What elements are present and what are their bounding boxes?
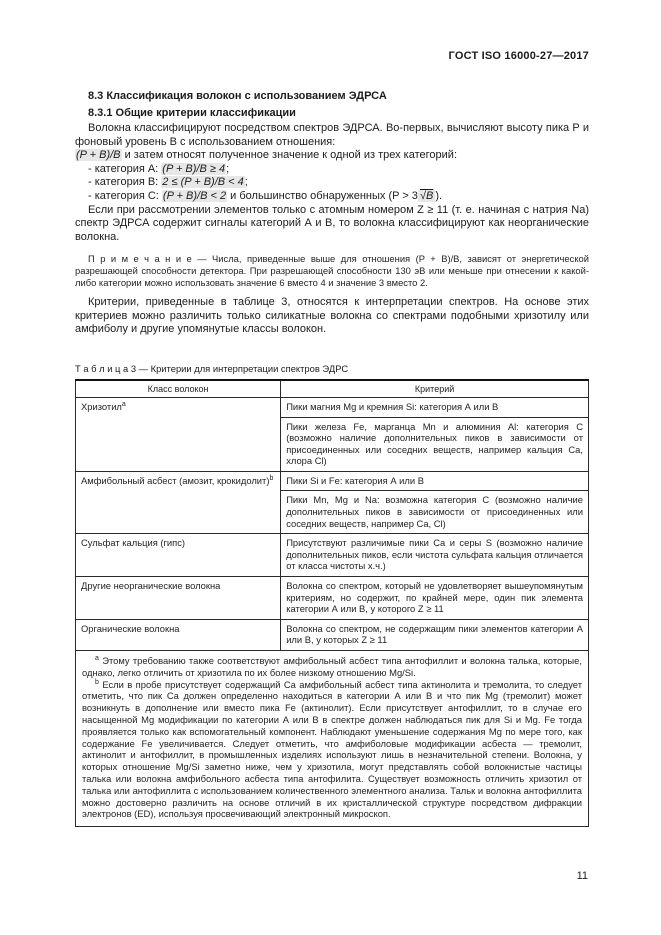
category-b-label: - категория В: xyxy=(88,176,162,189)
category-c-label: - категория С: xyxy=(88,189,162,202)
criterion-cell: Пики Mn, Mg и Na: возможна категория С (возможно наличие дополнительных пиков в зависимости от присоединенных или соседних веществ, например Ca, Cl) xyxy=(281,491,589,534)
inline-formula: (P + B)/B ≥ 4 xyxy=(162,162,226,175)
category-a-item xyxy=(75,163,589,177)
footnote-ref-a: a xyxy=(121,400,126,408)
criterion-cell: Пики Si и Fe: категория А или В xyxy=(281,471,589,491)
category-c-mid: и большинство обнаруженных (P > 3 xyxy=(227,189,418,202)
page-number: 11 xyxy=(576,870,588,882)
table-row-amphibole xyxy=(76,471,589,491)
section-heading-8-3: 8.3 Классификация волокон с использованием ЭДРСА xyxy=(88,90,387,102)
fiber-class-cell xyxy=(76,471,281,533)
paragraph-intro: Волокна классифицируют посредством спектров ЭДРСА. Во-первых, вычисляют высоту пика P и фоновый уровень B с использованием отношения: xyxy=(75,122,589,148)
category-a-end: ; xyxy=(226,162,230,175)
category-c-end: ). xyxy=(435,189,443,202)
table-row-other-inorganic xyxy=(76,577,589,620)
criterion-cell: Волокна со спектром, который не удовлетворяет вышеупомянутым критериям, но содержит, по крайней мере, один пик элемента категории А или В, у которого Z ≥ 11 xyxy=(281,577,589,620)
table-row-organic xyxy=(76,619,589,650)
footnote-b-marker: b xyxy=(95,678,99,686)
document-page xyxy=(75,50,589,827)
category-c-item xyxy=(75,190,589,204)
table-footnotes-row xyxy=(76,651,589,827)
sqrt-formula: √B xyxy=(419,189,434,202)
fiber-class-cell: Другие неорганические волокна xyxy=(76,577,281,620)
footnote-b-text: Если в пробе присутствует содержащий Ca амфибольный асбест типа актинолита и тремолита, то следует отметить, что пик Ca должен определенно находиться в категории А или В и что пик Mg (тремолит) может возникнуть в дополнение или вместо пика Fe (актинолит). Если присутствует антофиллит, то в случае его насыщенной Mg модификации по категории А или В в спектре должен наблюдаться пик для Si и Mg. Fe тогда проявляется только как вспомогательный компонент. Наблюдают уменьшение содержания Mg по мере того, как содержание Fe увеличивается. Следует отметить, что амфиболовые модификации асбеста — тремолит, актинолит и антофиллит, в промышленных изделиях используют лишь в незначительной степени. Волокна, у которых отношение Mg/Si заметно ниже, чем у хризотила, могут представлять собой волокнистые частицы талька или волокна амфибольного асбеста типа антофилита. Существует возможность отличить хризотил от талька или антофиллита с использованием количественного элементного анализа. Тальк и волокна антофиллита можно достоверно различить на основе отличий в их кристаллической структуре посредством дифракции электронов (ED), используя просвечивающий электронный микроскоп. xyxy=(82,678,582,820)
col-header-criterion: Критерий xyxy=(281,380,589,398)
footnote-a-text: Этому требованию также соответствуют амфибольный асбест типа антофиллит и волокна талька, которые, однако, легко отличить от хризотила по их более низкому отношению Mg/Si. xyxy=(82,655,582,678)
fiber-class-cell: Органические волокна xyxy=(76,619,281,650)
category-b-end: ; xyxy=(244,176,248,189)
note-text: — Числа, приведенные выше для отношения (P + B)/B, зависят от энергетической разрешающей способности детектора. При разрешающей способности 130 эВ или меньше при отнесении к какой-либо категории можно использовать значение 6 вместо 4 и значение 3 вместо 2. xyxy=(75,253,589,288)
inline-formula: (P + B)/B < 2 xyxy=(162,189,227,202)
criterion-cell: Присутствуют различимые пики Ca и серы S (возможно наличие дополнительных пиков, если чистота сульфата кальция отличается от класса чистоты х.ч.) xyxy=(281,534,589,577)
footnote-a xyxy=(82,655,582,679)
note-label: П р и м е ч а н и е xyxy=(88,253,192,265)
fiber-class-label: Хризотил xyxy=(81,400,122,412)
fiber-class-label: Амфибольный асбест (амозит, крокидолит) xyxy=(81,474,270,486)
note xyxy=(75,253,589,288)
criterion-cell: Пики магния Mg и кремния Si: категория А или В xyxy=(281,397,589,417)
inline-formula: (P + B)/B xyxy=(76,149,121,162)
fiber-class-cell: Сульфат кальция (гипс) xyxy=(76,534,281,577)
criteria-table xyxy=(75,379,589,827)
inline-formula: 2 ≤ (P + B)/B < 4 xyxy=(162,176,244,189)
doc-number: ГОСТ ISO 16000-27—2017 xyxy=(448,50,589,62)
criterion-cell: Волокна со спектром, не содержащим пики элементов категории А или В, у которых Z ≥ 11 xyxy=(281,619,589,650)
footnote-ref-b: b xyxy=(269,474,274,482)
category-a-label: - категория А: xyxy=(88,162,162,175)
table-row-chrysotile xyxy=(76,397,589,417)
paragraph-inorganic-rule: Если при рассмотрении элементов только с атомным номером Z ≥ 11 (т. е. начиная с натрия Na) спектр ЭДРСА содержит сигналы категорий А и В, то волокна классифицируют как неорганические волокна. xyxy=(75,203,589,243)
paragraph-criteria: Критерии, приведенные в таблице 3, относятся к интерпретации спектров. На основе этих критериев можно различить только силикатные волокна со спектрами подобными хризотилу или амфиболу и другие упомянутые классы волокон. xyxy=(75,296,589,336)
footnote-a-marker: a xyxy=(95,654,99,662)
table-header-row xyxy=(76,380,589,398)
paragraph-ratio xyxy=(75,149,589,163)
category-b-item xyxy=(75,176,589,190)
section-heading-8-3-1: 8.3.1 Общие критерии классификации xyxy=(88,107,296,119)
table-footnotes xyxy=(76,651,589,827)
paragraph-ratio-text: и затем относят полученное значение к одной из трех категорий: xyxy=(121,149,457,162)
footnote-b xyxy=(82,679,582,821)
criterion-cell: Пики железа Fe, марганца Mn и алюминия Al: категория С (возможно наличие дополнительных пиков в зависимости от присоединенных или соседних веществ, например кальция Ca, хлора Cl) xyxy=(281,417,589,471)
fiber-class-cell xyxy=(76,397,281,471)
table-row-gypsum xyxy=(76,534,589,577)
table-caption: Т а б л и ц а 3 — Критерии для интерпретации спектров ЭДРС xyxy=(75,362,349,374)
col-header-fiber-class: Класс волокон xyxy=(76,380,281,398)
